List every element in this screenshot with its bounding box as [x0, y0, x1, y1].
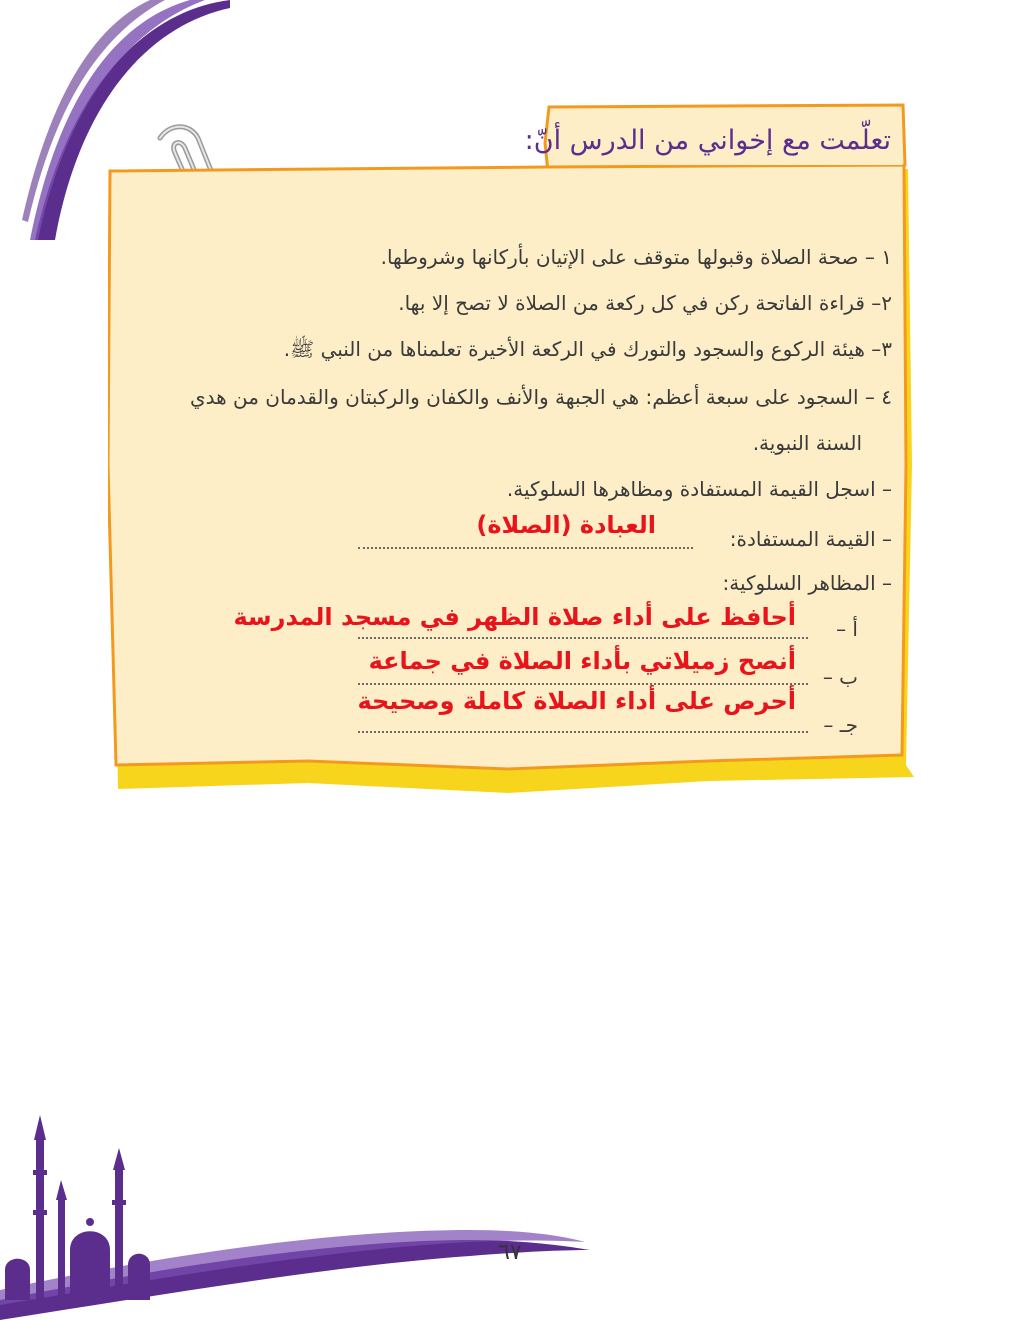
point-2: ٢– قراءة الفاتحة ركن في كل ركعة من الصلاة لا تصح إلا بها.: [398, 291, 892, 315]
behavior-c-line: [358, 731, 808, 733]
point-4: ٤ – السجود على سبعة أعظم: هي الجبهة والأنف والكفان والركبتان والقدمان من هدي: [189, 385, 892, 409]
section-title: تعلّمت مع إخواني من الدرس أنّ:: [524, 125, 891, 156]
behavior-c-marker: جـ –: [823, 713, 858, 737]
value-answer: العبادة (الصلاة): [476, 511, 656, 539]
behavior-b-answer: أنصح زميلاتي بأداء الصلاة في جماعة: [368, 647, 796, 675]
behavior-a-marker: أ –: [836, 617, 858, 641]
point-4-continued: السنة النبوية.: [752, 431, 862, 455]
point-3: ٣– هيئة الركوع والسجود والتورك في الركعة الأخيرة تعلمناها من النبي ﷺ.: [283, 337, 892, 361]
instruction-text: – اسجل القيمة المستفادة ومظاهرها السلوكية.: [506, 477, 892, 501]
behavior-a-answer: أحافظ على أداء صلاة الظهر في مسجد المدرسة: [233, 603, 796, 631]
lesson-summary-card: [108, 165, 914, 797]
value-answer-line: [358, 547, 693, 549]
page-number: ٦٧: [498, 1240, 522, 1265]
behavior-c-answer: أحرص على أداء الصلاة كاملة وصحيحة: [357, 687, 796, 715]
behaviors-label: – المظاهر السلوكية:: [722, 571, 892, 595]
behavior-a-line: [358, 637, 808, 639]
mosque-silhouette-decoration: [0, 1100, 600, 1320]
behavior-b-line: [358, 683, 808, 685]
point-1: ١ – صحة الصلاة وقبولها متوقف على الإتيان بأركانها وشروطها.: [380, 245, 892, 269]
behavior-b-marker: ب –: [822, 665, 858, 689]
value-label: – القيمة المستفادة:: [729, 527, 892, 551]
